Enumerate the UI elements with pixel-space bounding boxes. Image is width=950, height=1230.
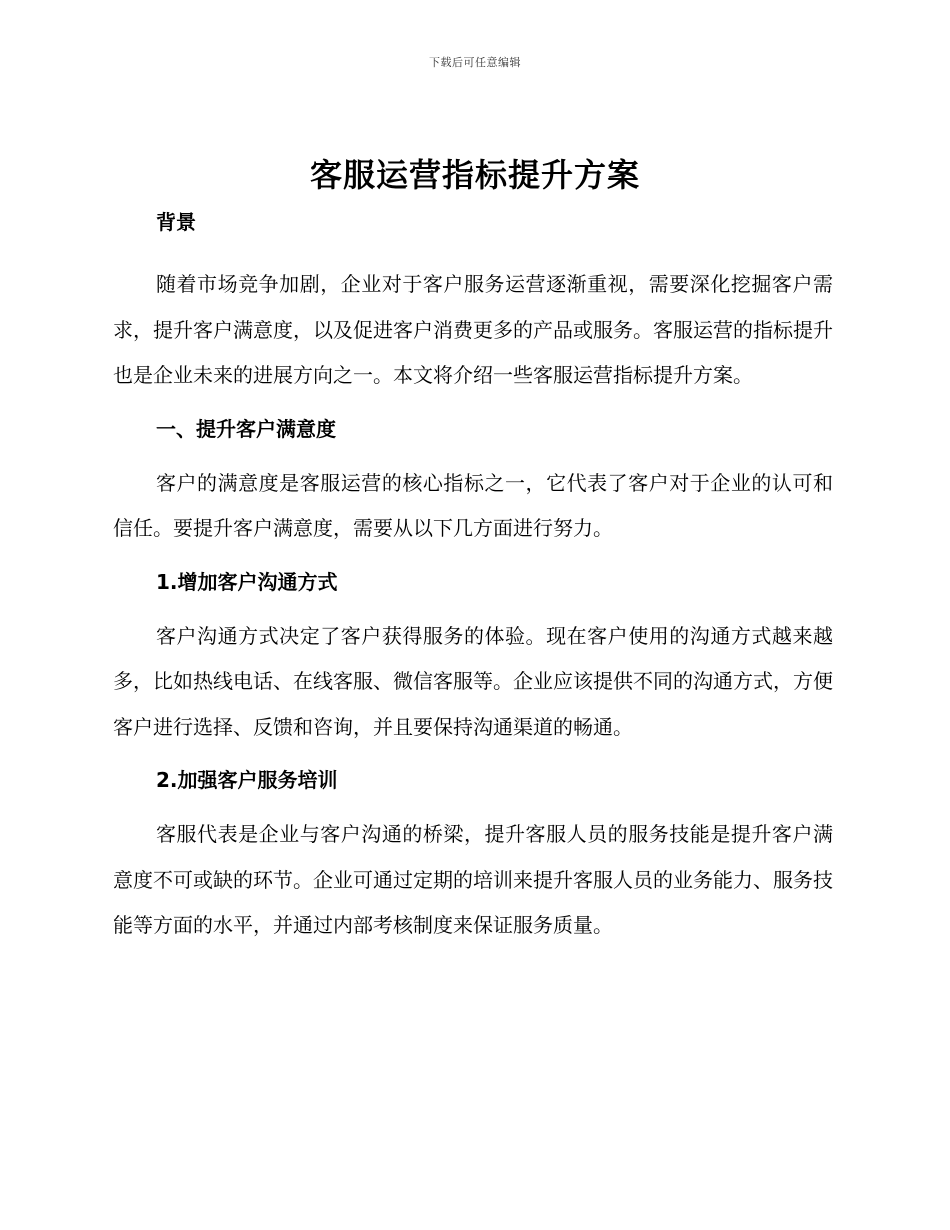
header-note: 下载后可任意编辑	[429, 56, 521, 69]
document-body	[113, 204, 833, 949]
section-heading-training: 2.加强客户服务培训	[156, 768, 338, 792]
section-heading-background: 背景	[156, 210, 196, 234]
section-paragraph-satisfaction: 客户的满意度是客服运营的核心指标之一，它代表了客户对于企业的认可和信任。要提升客户满意度，需要从以下几方面进行努力。	[113, 470, 833, 540]
document-title: 客服运营指标提升方案	[309, 156, 640, 194]
section-paragraph-training: 客服代表是企业与客户沟通的桥梁，提升客服人员的服务技能是提升客户满意度不可或缺的环节。企业可通过定期的培训来提升客服人员的业务能力、服务技能等方面的水平，并通过内部考核制度来保证服务质量。	[113, 822, 833, 937]
section-paragraph-communication: 客户沟通方式决定了客户获得服务的体验。现在客户使用的沟通方式越来越多，比如热线电话、在线客服、微信客服等。企业应该提供不同的沟通方式，方便客户进行选择、反馈和咨询，并且要保持沟通渠道的畅通。	[113, 623, 833, 739]
section-heading-satisfaction: 一、提升客户满意度	[156, 416, 336, 441]
section-paragraph-background: 随着市场竞争加剧，企业对于客户服务运营逐渐重视，需要深化挖掘客户需求，提升客户满意度，以及促进客户消费更多的产品或服务。客服运营的指标提升也是企业未来的进展方向之一。本文将介绍一些客服运营指标提升方案。	[113, 272, 833, 387]
section-heading-communication: 1.增加客户沟通方式	[156, 569, 338, 594]
